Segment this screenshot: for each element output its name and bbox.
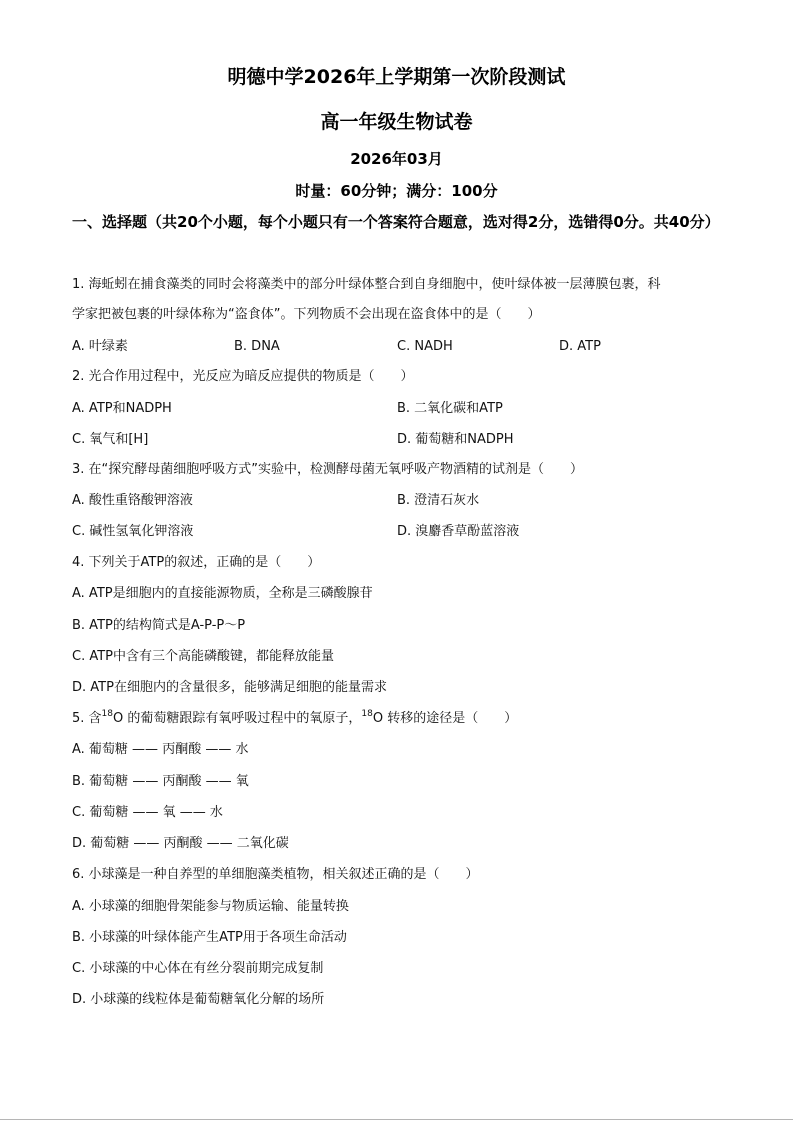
exam-title: 明德中学2026年上学期第一次阶段测试 <box>227 66 566 88</box>
q6-option-d: D. 小球藻的线粒体是葡萄糖氧化分解的场所 <box>72 992 325 1007</box>
q5-option-c: C. 葡萄糖 —— 氧 —— 水 <box>72 805 223 820</box>
q6-option-c: C. 小球藻的中心体在有丝分裂前期完成复制 <box>72 961 324 976</box>
q1-option-a: A. 叶绿素 <box>72 339 128 354</box>
q2-option-d: D. 葡萄糖和NADPH <box>397 432 514 447</box>
q4-option-a: A. ATP是细胞内的直接能源物质，全称是三磷酸腺苷 <box>72 586 373 601</box>
q6-option-b: B. 小球藻的叶绿体能产生ATP用于各项生命活动 <box>72 930 347 945</box>
section-heading: 一、选择题（共20个小题，每个小题只有一个答案符合题意，选对得2分，选错得0分。共40分） <box>72 213 720 231</box>
q2-stem: 2. 光合作用过程中，光反应为暗反应提供的物质是（ ） <box>72 369 414 384</box>
isotope-mass: 18 <box>101 709 113 719</box>
exam-subtitle: 高一年级生物试卷 <box>320 111 473 133</box>
q5-option-a: A. 葡萄糖 —— 丙酮酸 —— 水 <box>72 742 249 757</box>
isotope-symbol: O <box>113 711 124 726</box>
q5-option-b: B. 葡萄糖 —— 丙酮酸 —— 氧 <box>72 774 249 789</box>
q3-option-b: B. 澄清石灰水 <box>397 493 480 508</box>
exam-date: 2026年03月 <box>350 150 443 168</box>
q3-option-a: A. 酸性重铬酸钾溶液 <box>72 493 193 508</box>
q4-option-c: C. ATP中含有三个高能磷酸键，都能释放能量 <box>72 649 335 664</box>
exam-time-score: 时量：60分钟；满分：100分 <box>295 182 498 200</box>
q5-stem-mid: 的葡萄糖跟踪有氧呼吸过程中的氧原子， <box>127 711 362 726</box>
q1-option-c: C. NADH <box>397 339 453 354</box>
q3-option-d: D. 溴麝香草酚蓝溶液 <box>397 524 520 539</box>
q4-stem: 4. 下列关于ATP的叙述，正确的是（ ） <box>72 555 321 570</box>
page-bottom-divider <box>0 1119 793 1120</box>
q6-stem: 6. 小球藻是一种自养型的单细胞藻类植物，相关叙述正确的是（ ） <box>72 867 479 882</box>
isotope-symbol-2: O <box>372 711 384 726</box>
q5-stem <box>72 710 517 728</box>
q1-stem-line1: 1. 海蚯蚓在捕食藻类的同时会将藻类中的部分叶绿体整合到自身细胞中，使叶绿体被一层薄膜包裹，科 <box>72 277 661 292</box>
q5-stem-suffix: 转移的途径是（ ） <box>387 711 518 726</box>
q1-option-b: B. DNA <box>234 339 280 354</box>
q6-option-a: A. 小球藻的细胞骨架能参与物质运输、能量转换 <box>72 899 349 914</box>
q4-option-b: B. ATP的结构简式是A-P-P～P <box>72 618 246 633</box>
q2-option-c: C. 氧气和[H] <box>72 432 149 447</box>
q1-option-d: D. ATP <box>559 339 601 354</box>
q1-stem-line2: 学家把被包裹的叶绿体称为“盗食体”。下列物质不会出现在盗食体中的是（ ） <box>72 307 541 322</box>
q5-option-d: D. 葡萄糖 —— 丙酮酸 —— 二氧化碳 <box>72 836 289 851</box>
q4-option-d: D. ATP在细胞内的含量很多，能够满足细胞的能量需求 <box>72 680 387 695</box>
q2-option-a: A. ATP和NADPH <box>72 401 172 416</box>
q2-option-b: B. 二氧化碳和ATP <box>397 401 503 416</box>
q3-option-c: C. 碱性氢氧化钾溶液 <box>72 524 194 539</box>
q5-stem-prefix: 5. 含 <box>72 711 102 726</box>
q3-stem: 3. 在“探究酵母菌细胞呼吸方式”实验中，检测酵母菌无氧呼吸产物酒精的试剂是（ ） <box>72 462 584 477</box>
isotope-mass-2: 18 <box>361 709 373 719</box>
